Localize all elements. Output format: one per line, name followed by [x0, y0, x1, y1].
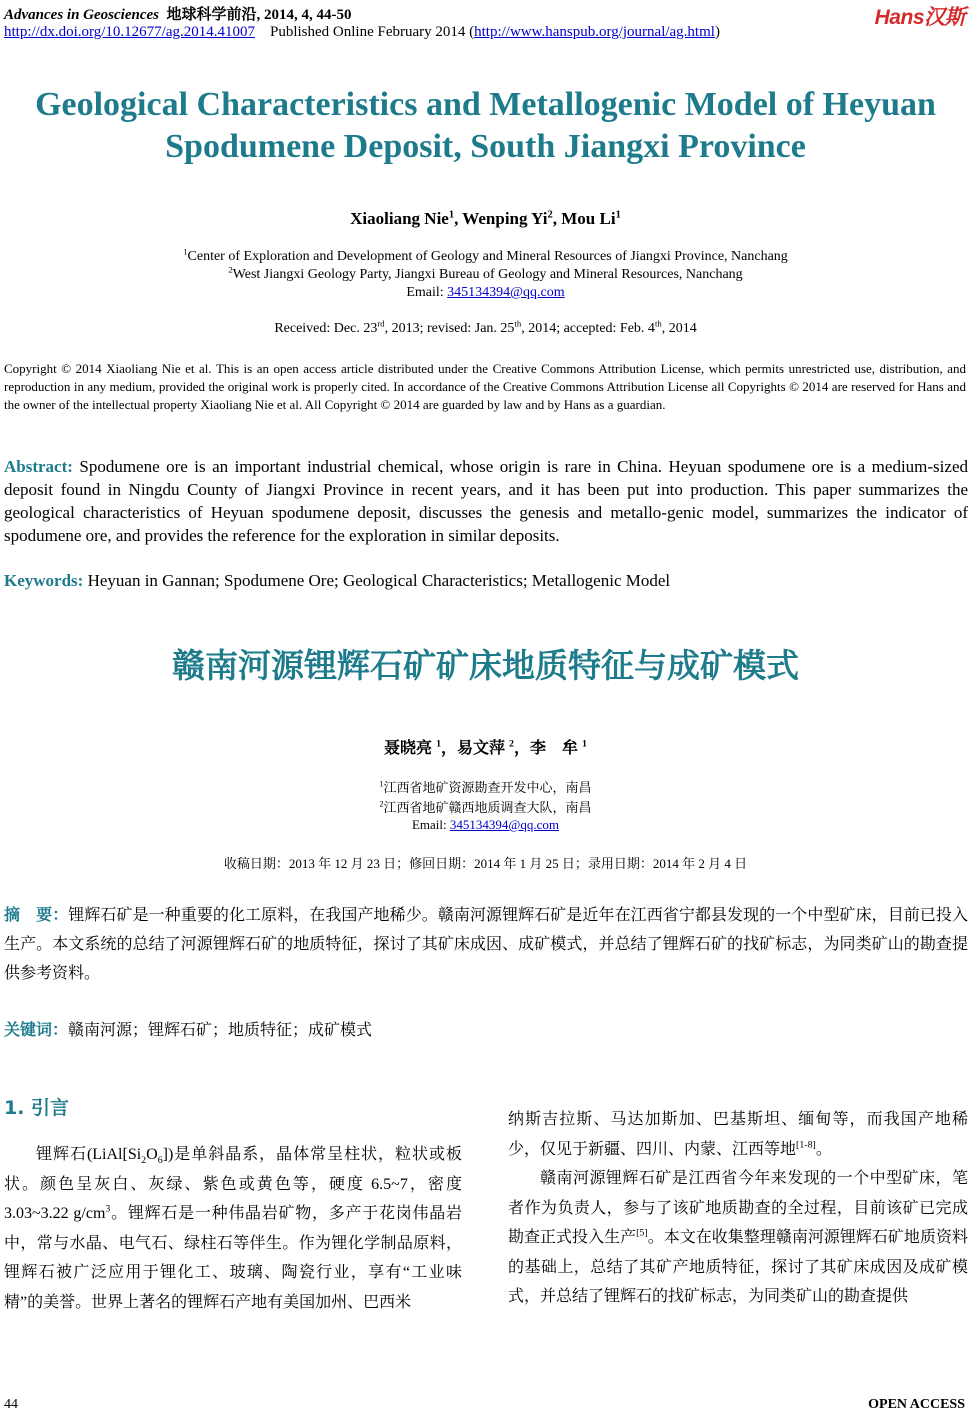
journal-citation [4, 3, 351, 24]
dates-en [0, 318, 971, 337]
aff-cn-2-text: 江西省地矿赣西地质调查大队，南昌 [383, 800, 592, 815]
journal-name: Advances in Geosciences [4, 7, 159, 23]
author-cn-3-sup: 1 [582, 738, 587, 750]
author-cn-1-sup: 1 [436, 738, 442, 750]
body-column-right [508, 1105, 968, 1312]
email-link[interactable]: 345134394@qq.com [447, 285, 565, 300]
publication-line [4, 24, 720, 41]
aff-cn-1-sup: 1 [379, 779, 384, 789]
body-column-left [4, 1140, 462, 1317]
author-2-sup: 2 [547, 209, 553, 221]
author-cn-2-sup: 2 [509, 738, 514, 750]
section-heading-introduction: 1. 引言 [4, 1097, 70, 1119]
author-2: , Wenping Yi [454, 209, 548, 228]
keywords-cn [4, 1017, 372, 1040]
date-year: , 2014 [661, 321, 697, 336]
published-online: Published Online February 2014 ( [269, 24, 475, 40]
aff-1-text: Center of Exploration and Development of Geology and Mineral Resources of Jiangxi Province, Nanchang [187, 249, 788, 264]
intro-paragraph-2: 赣南河源锂辉石矿是江西省今年来发现的一个中型矿床，笔者作为负责人，参与了该矿地质勘查的全过程，目前该矿已完成勘查正式投入生产[5]。本文在收集整理赣南河源锂辉石矿地质资料的基础上，总结了其矿产地质特征，探讨了其矿床成因及成矿模式，并总结了锂辉石的找矿标志，为同类矿山的勘查提供 [508, 1170, 968, 1305]
aff-2-text: West Jiangxi Geology Party, Jiangxi Bureau of Geology and Mineral Resources, Nanchang [232, 267, 743, 282]
journal-cn-citation: 地球科学前沿, 2014, 4, 44-50 [166, 7, 352, 23]
aff-2-sup: 2 [228, 264, 233, 275]
abstract-cn-text: 锂辉石矿是一种重要的化工原料，在我国产地稀少。赣南河源锂辉石矿是近年在江西省宁都县发现的一个中型矿床，目前已投入生产。本文系统的总结了河源锂辉石矿的地质特征，探讨了其矿床成因、成矿模式，并总结了锂辉石矿的找矿标志，为同类矿山的勘查提供参考资料。 [4, 907, 968, 982]
intro-paragraph-1-cont: 纳斯吉拉斯、马达加斯加、巴基斯坦、缅甸等，而我国产地稀少，仅见于新疆、四川、内蒙、江西等地[1-8]。 [508, 1111, 968, 1158]
doi-link[interactable]: http://dx.doi.org/10.12677/ag.2014.41007 [4, 24, 255, 40]
affiliation-1-cn [0, 777, 971, 796]
author-cn-1: 聂晓亮 [384, 740, 437, 757]
abstract-en [4, 455, 968, 547]
email-cn-label: Email: [411, 817, 450, 832]
author-1: Xiaoliang Nie [350, 209, 449, 228]
date-sup-2: th [514, 318, 522, 329]
abstract-cn-label: 摘 要： [4, 905, 69, 924]
open-access-label: OPEN ACCESS [868, 1397, 965, 1412]
abstract-label: Abstract: [4, 457, 73, 476]
dates-cn: 收稿日期：2013 年 12 月 23 日；修回日期：2014 年 1 月 25 日；录用日期：2014 年 2 月 4 日 [223, 856, 748, 871]
revised-date: , 2013; revised: Jan. 25 [384, 321, 515, 336]
received-date: Received: Dec. 23 [274, 321, 378, 336]
authors-cn [0, 735, 971, 758]
date-sup-1: rd [377, 318, 385, 329]
author-3-sup: 1 [615, 209, 621, 221]
keywords-text: Heyuan in Gannan; Spodumene Ore; Geological Characteristics; Metallogenic Model [83, 571, 671, 590]
citation-ref[interactable]: [5] [636, 1227, 648, 1239]
affiliation-2-cn [0, 797, 971, 816]
page-number: 44 [4, 1397, 18, 1412]
close-paren: ) [714, 24, 720, 40]
copyright-notice: Copyright © 2014 Xiaoliang Nie et al. This is an open access article distributed under the Creative Commons Attribution License, which permits unrestricted use, distribution, and reproduction in any medium, provided the original work is properly cited. In accordance of the Creative Commons Attribution License all Copyrights © 2014 are reserved for Hans and the owner of the intellectual property Xiaoliang Nie et al. All Copyright © 2014 are guarded by law and by Hans as a guardian. [4, 361, 966, 413]
date-sup-3: th [654, 318, 662, 329]
keywords-label: Keywords: [4, 571, 84, 590]
author-3: , Mou Li [552, 209, 616, 228]
keywords-cn-text: 赣南河源；锂辉石矿；地质特征；成矿模式 [68, 1022, 373, 1039]
keywords-en [4, 571, 670, 591]
keywords-cn-label: 关键词： [4, 1020, 69, 1039]
affiliation-2-en [0, 264, 971, 283]
email-cn-link[interactable]: 345134394@qq.com [449, 817, 560, 832]
aff-cn-1-text: 江西省地矿资源勘查开发中心，南昌 [383, 780, 592, 795]
email-label: Email: [406, 285, 448, 300]
aff-1-sup: 1 [183, 246, 188, 257]
author-1-sup: 1 [448, 209, 455, 221]
citation-ref[interactable]: [1-8] [796, 1139, 816, 1151]
author-cn-2: ，易文萍 [441, 740, 510, 757]
affiliation-1-en [0, 246, 971, 265]
abstract-cn [4, 900, 968, 988]
intro-paragraph-1: 锂辉石$(LiAl[Si_2O_6])$是单斜晶系，晶体常呈柱状，粒状或板状。颜色呈灰白、灰绿、紫色或黄色等，硬度 6.5~7，密度 3.03~3.22 $g/cm^3$。锂辉石是一种伟晶岩矿物，多产于花岗伟晶岩中，常与水晶、电气石、绿柱石等伴生。作为锂化学制品原料，锂辉石被广泛应用于锂化工、玻璃、陶瓷行业，享有“工业味精”的美誉。世界上著名的锂辉石产地有美国加州、巴西米 [4, 1146, 462, 1311]
hans-logo: Hans汉斯 [874, 6, 965, 29]
aff-cn-2-sup: 2 [379, 799, 384, 809]
authors-en [0, 209, 971, 229]
accepted-date: , 2014; accepted: Feb. 4 [521, 321, 655, 336]
abstract-text: Spodumene ore is an important industrial chemical, whose origin is rare in China. Heyuan spodumene ore is a medium-sized deposit found in Ningdu County of Jiangxi Province in recent years, and it has been put into production. This paper summarizes the geological characteristics of Heyuan spodumene deposit, discusses the genesis and metallo-genic model, summarizes the indicator of spodumene ore, and provides the reference for the exploration in similar deposits. [4, 457, 968, 545]
journal-url-link[interactable]: http://www.hanspub.org/journal/ag.html [474, 24, 715, 40]
email-en [0, 285, 971, 301]
email-cn [0, 817, 971, 833]
paper-title-en: Geological Characteristics and Metallogenic Model of Heyuan Spodumene Deposit, South Jiangxi Province [35, 86, 936, 165]
paper-title-cn: 赣南河源锂辉石矿矿床地质特征与成矿模式 [172, 646, 799, 685]
author-cn-3: ，李 牟 [513, 740, 582, 757]
